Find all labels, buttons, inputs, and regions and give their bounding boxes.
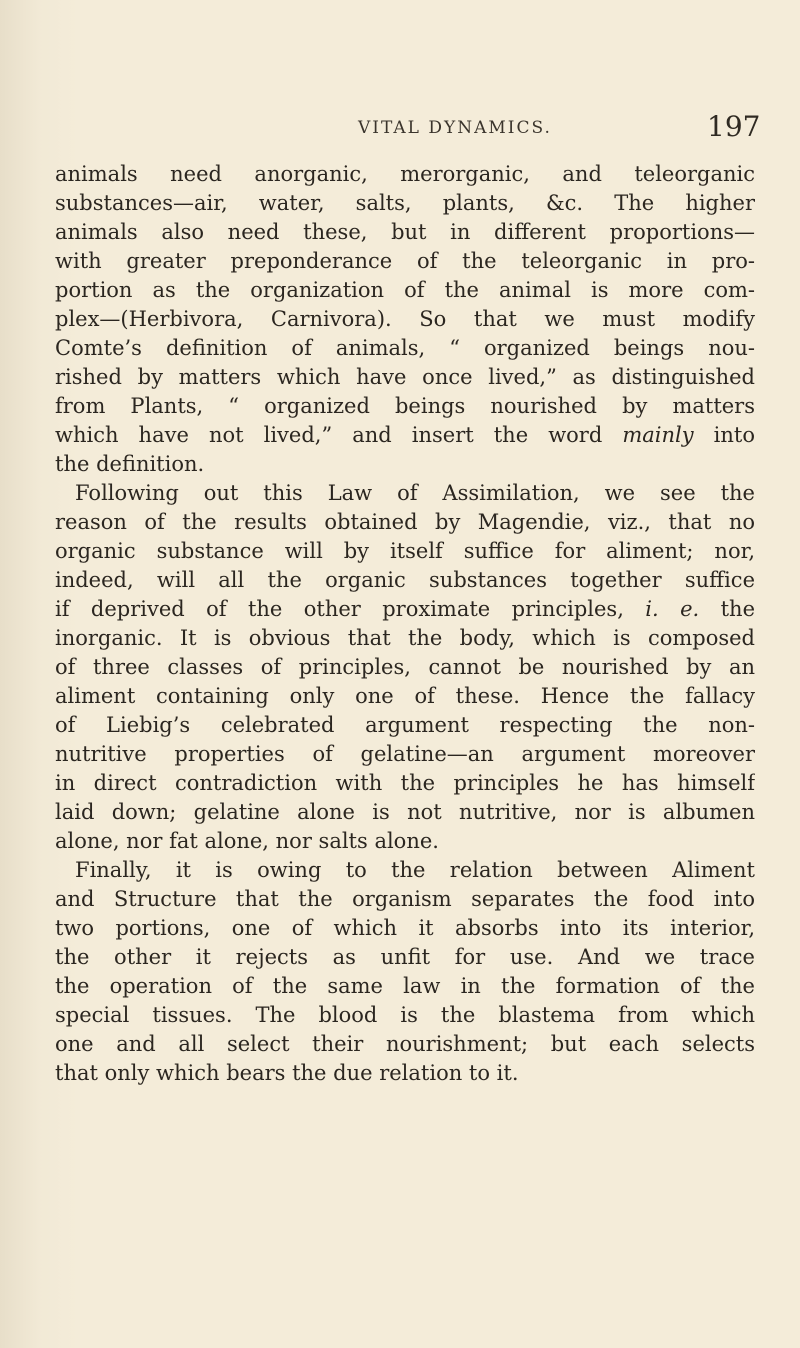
text-line: of Liebig’s celebrated argument respecting the non- (55, 713, 755, 737)
italic-word: i. e. (645, 597, 700, 621)
running-head-title: VITAL DYNAMICS. (358, 118, 552, 138)
text-line: and Structure that the organism separates the food into (55, 887, 755, 911)
text-line: reason of the results obtained by Magendie, viz., that no (55, 510, 755, 534)
text-line: from Plants, “ organized beings nourished by matters (55, 394, 755, 418)
body-text (55, 160, 755, 1088)
italic-word: mainly (622, 423, 694, 447)
text-line: animals need anorganic, merorganic, and teleorganic (55, 162, 755, 186)
text-line: nutritive properties of gelatine—an argument moreover (55, 742, 755, 766)
text-line: inorganic. It is obvious that the body, which is composed (55, 626, 755, 650)
text-line: of three classes of principles, cannot be nourished by an (55, 655, 755, 679)
text-line: which have not lived,” and insert the word mainly into (55, 423, 755, 447)
text-line: laid down; gelatine alone is not nutritive, nor is albumen (55, 800, 755, 824)
text-line: that only which bears the due relation to it. (55, 1061, 519, 1085)
text-line: Comte’s definition of animals, “ organized beings nou- (55, 336, 755, 360)
text-line: special tissues. The blood is the blastema from which (55, 1003, 755, 1027)
text-line: alone, nor fat alone, nor salts alone. (55, 829, 439, 853)
text-line: the other it rejects as unfit for use. And we trace (55, 945, 755, 969)
text-line: Finally, it is owing to the relation between Aliment (75, 858, 755, 882)
text-line: indeed, will all the organic substances together suffice (55, 568, 755, 592)
text-line: portion as the organization of the animal is more com- (55, 278, 755, 302)
text-line: two portions, one of which it absorbs into its interior, (55, 916, 755, 940)
text-line: substances—air, water, salts, plants, &c. The higher (55, 191, 755, 215)
text-line: with greater preponderance of the teleorganic in pro- (55, 249, 755, 273)
text-line: Following out this Law of Assimilation, we see the (75, 481, 755, 505)
text-line: if deprived of the other proximate principles, i. e. the (55, 597, 755, 621)
text-line: the operation of the same law in the formation of the (55, 974, 755, 998)
text-line: aliment containing only one of these. Hence the fallacy (55, 684, 755, 708)
text-line: animals also need these, but in different proportions— (55, 220, 755, 244)
running-head (0, 110, 800, 142)
page-number: 197 (707, 110, 761, 143)
text-line: one and all select their nourishment; but each selects (55, 1032, 755, 1056)
text-line: in direct contradiction with the principles he has himself (55, 771, 755, 795)
text-line: plex—(Herbivora, Carnivora). So that we must modify (55, 307, 755, 331)
text-line: the definition. (55, 452, 205, 476)
text-line: rished by matters which have once lived,” as distinguished (55, 365, 755, 389)
text-line: organic substance will by itself suffice for aliment; nor, (55, 539, 755, 563)
